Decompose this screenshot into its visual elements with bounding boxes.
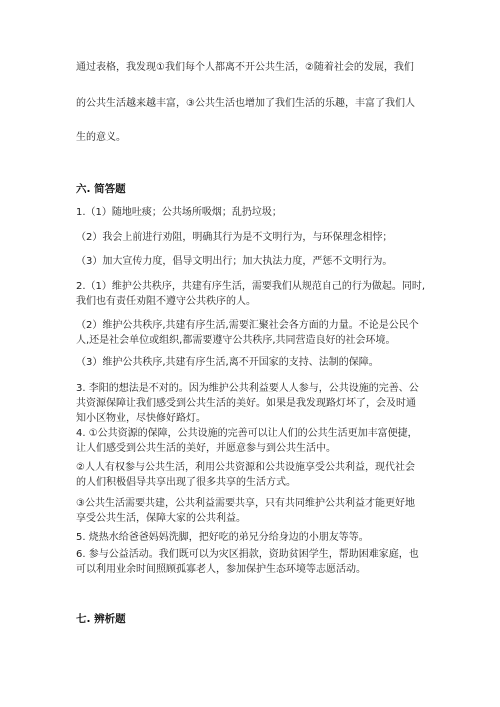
intro-line-3: 生的意义。 <box>76 132 126 143</box>
answer-3 <box>76 381 428 426</box>
answer-2-part-3: （3）维护公共秩序,共建有序生活,离不开国家的支持、法制的保障。 <box>76 357 379 368</box>
answer-4-point-3 <box>76 496 428 526</box>
answer-1-part-2: （2）我会上前进行劝阻，明确其行为是不文明行为，与环保理念相悖； <box>76 232 393 243</box>
answer-4-point-2 <box>76 460 428 490</box>
answer-6-line-2: 可以利用业余时间照顾孤寡老人，参加保护生态环境等志愿活动。 <box>76 564 366 575</box>
answer-6-line-1: 6. 参与公益活动。我们既可以为灾区捐款，资助贫困学生，帮助困难家庭，也 <box>76 549 419 560</box>
answer-3-line-2: 共资源保障让我们感受到公共生活的美好。如果是我发现路灯坏了，会及时通 <box>76 398 416 409</box>
answer-1-part-1: 1.（1）随地吐痰；公共场所吸烟；乱扔垃圾； <box>76 207 282 218</box>
answer-1-part-3: （3）加大宣传力度，倡导文明出行；加大执法力度，严惩不文明行为。 <box>76 256 393 267</box>
answer-4-point-1 <box>76 426 428 456</box>
answer-4-point-3-line-2: 享受公共生活，保障大家的公共利益。 <box>76 513 246 524</box>
answer-2-part-2 <box>76 318 428 348</box>
answer-4-point-2-line-2: 的人们积极倡导共享出现了很多共享的生活方式。 <box>76 477 296 488</box>
answer-4-point-1-line-2: 让人们感受到公共生活的美好，并愿意参与到公共生活中。 <box>76 443 336 454</box>
answer-4-point-2-line-1: ②人人有权参与公共生活，利用公共资源和公共设施享受公共利益，现代社会 <box>76 462 415 473</box>
answer-2-part-1-line-1: 2.（1）维护公共秩序，共建有序生活，需要我们从规范自己的行为做起。同时, <box>76 281 426 292</box>
section-7-heading: 七. 辨析题 <box>76 613 126 625</box>
answer-6 <box>76 547 428 577</box>
answer-2-part-2-line-2: 人,还是社会单位或组织,都需要遵守公共秩序,共同营造良好的社会环境。 <box>76 335 396 346</box>
answer-2-part-1 <box>76 279 428 309</box>
section-6-heading: 六. 简答题 <box>76 183 126 195</box>
answer-4-point-1-line-1: 4. ①公共资源的保障，公共设施的完善可以让人们的公共生活更加丰富便捷， <box>76 428 418 439</box>
answer-4-point-3-line-1: ③公共生活需要共建，公共利益需要共享，只有共同维护公共利益才能更好地 <box>76 498 415 509</box>
answer-2-part-1-line-2: 我们也有责任劝阻不遵守公共秩序的人。 <box>76 296 256 307</box>
intro-line-2: 的公共生活越来越丰富，③公共生活也增加了我们生活的乐趣，丰富了我们人 <box>76 98 415 109</box>
answer-2-part-2-line-1: （2）维护公共秩序,共建有序生活,需要汇聚社会各方面的力量。不论是公民个 <box>76 320 419 331</box>
intro-line-1: 通过表格，我发现①我们每个人都离不开公共生活，②随着社会的发展，我们 <box>76 62 414 73</box>
answer-5: 5. 烧热水给爸爸妈妈洗脚，把好吃的弟兄分给身边的小朋友等等。 <box>76 532 369 543</box>
answer-3-line-3: 知小区物业，尽快修好路灯。 <box>76 413 206 424</box>
answer-3-line-1: 3. 李阳的想法是不对的。因为维护公共利益要人人参与，公共设施的完善、公 <box>76 383 419 394</box>
